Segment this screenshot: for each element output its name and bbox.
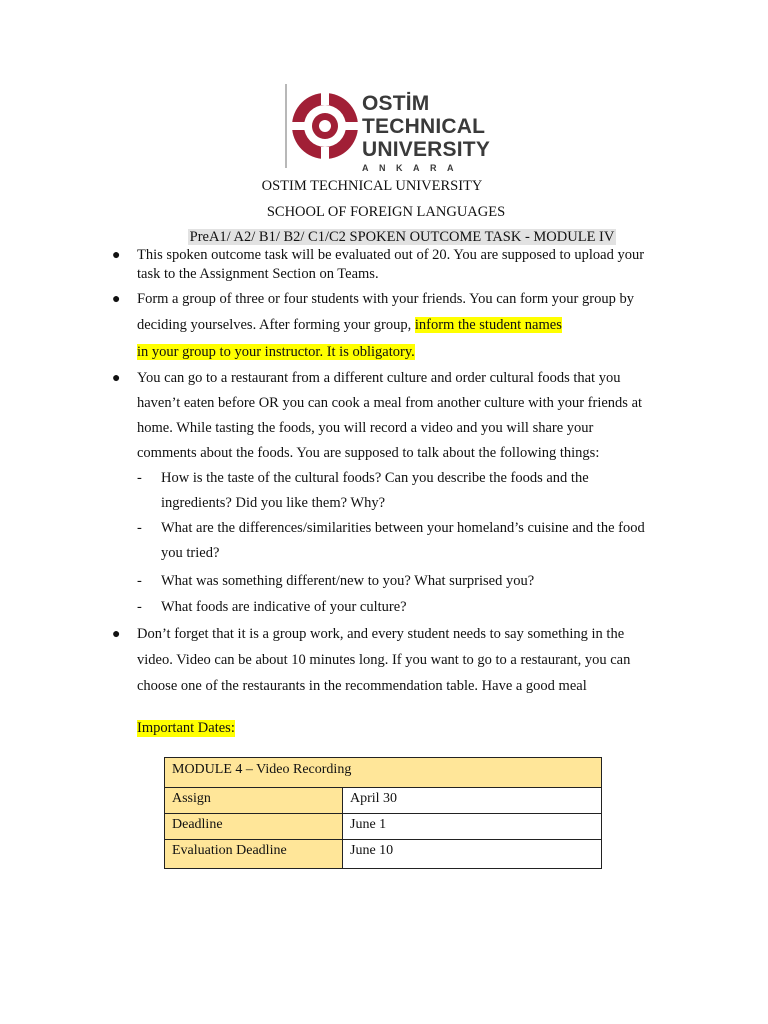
bullet-3-line-1: You can go to a restaurant from a different culture and order cultural foods that you	[137, 370, 621, 386]
dash-symbol: -	[137, 470, 142, 486]
task-title	[18, 229, 768, 246]
logo-emblem-icon	[284, 82, 364, 172]
bullet-3-line-2: haven’t eaten before OR you can cook a meal from another culture with your friends at	[137, 395, 643, 411]
question-2-line-1: What are the differences/similarities between your homeland’s cuisine and the food	[161, 520, 645, 536]
question-3: What was something different/new to you? What surprised you?	[161, 573, 535, 589]
bullet-2-line-2	[137, 317, 675, 334]
dash-symbol: -	[137, 520, 142, 536]
table-row	[165, 814, 602, 840]
bullet-1-line-1: This spoken outcome task will be evaluated out of 20. You are supposed to upload your	[137, 247, 645, 263]
row-value-deadline: June 1	[343, 814, 602, 840]
highlighted-text: in your group to your instructor. It is obligatory.	[137, 344, 415, 360]
logo-city: ANKARA	[362, 163, 464, 173]
important-dates-heading: Important Dates:	[137, 720, 235, 736]
bullet-2-line-2-text: deciding yourselves. After forming your group,	[137, 317, 415, 333]
bullet-3-line-4: comments about the foods. You are supposed to talk about the following things:	[137, 445, 600, 461]
question-4: What foods are indicative of your culture?	[161, 599, 407, 615]
bullet-3-line-3: home. While tasting the foods, you will record a video and you will share your	[137, 420, 594, 436]
school-title: SCHOOL OF FOREIGN LANGUAGES	[266, 204, 506, 220]
bullet-4-line-2: video. Video can be about 10 minutes long. If you want to go to a restaurant, you can	[137, 652, 631, 668]
dash-symbol: -	[137, 599, 142, 615]
question-1-line-1: How is the taste of the cultural foods? Can you describe the foods and the	[161, 470, 589, 486]
university-title: OSTIM TECHNICAL UNIVERSITY	[261, 178, 483, 194]
dash-symbol: -	[137, 573, 142, 589]
bullet-4-line-1: Don’t forget that it is a group work, and every student needs to say something in the	[137, 626, 625, 642]
row-label-deadline: Deadline	[165, 814, 343, 840]
task-title-text: PreA1/ A2/ B1/ B2/ C1/C2 SPOKEN OUTCOME TASK - MODULE IV	[189, 229, 615, 245]
table-row	[165, 840, 602, 869]
highlighted-text: inform the student names	[414, 317, 562, 333]
bullet-symbol: ●	[112, 627, 121, 642]
bullet-1-line-2: task to the Assignment Section on Teams.	[137, 266, 379, 282]
bullet-2-line-3	[137, 344, 675, 361]
table-title-cell: MODULE 4 – Video Recording	[165, 758, 602, 788]
logo-wordmark	[362, 92, 490, 174]
bullet-2-line-1: Form a group of three or four students with your friends. You can form your group by	[137, 291, 634, 307]
bullet-symbol: ●	[112, 292, 121, 307]
table-row	[165, 788, 602, 814]
row-label-evaluation-deadline: Evaluation Deadline	[165, 840, 343, 869]
bullet-symbol: ●	[112, 248, 121, 263]
bullet-4-line-3: choose one of the restaurants in the recommendation table. Have a good meal	[137, 678, 587, 694]
logo-line-3: UNIVERSITY	[362, 138, 491, 161]
row-label-assign: Assign	[165, 788, 343, 814]
logo-line-1: OSTİM	[362, 92, 430, 115]
row-value-evaluation-deadline: June 10	[343, 840, 602, 869]
row-value-assign: April 30	[343, 788, 602, 814]
table-row	[165, 758, 602, 788]
bullet-symbol: ●	[112, 371, 121, 386]
logo-line-2: TECHNICAL	[362, 115, 486, 138]
question-1-line-2: ingredients? Did you like them? Why?	[161, 495, 386, 511]
question-2-line-2: you tried?	[161, 545, 220, 561]
dates-table	[164, 757, 602, 869]
